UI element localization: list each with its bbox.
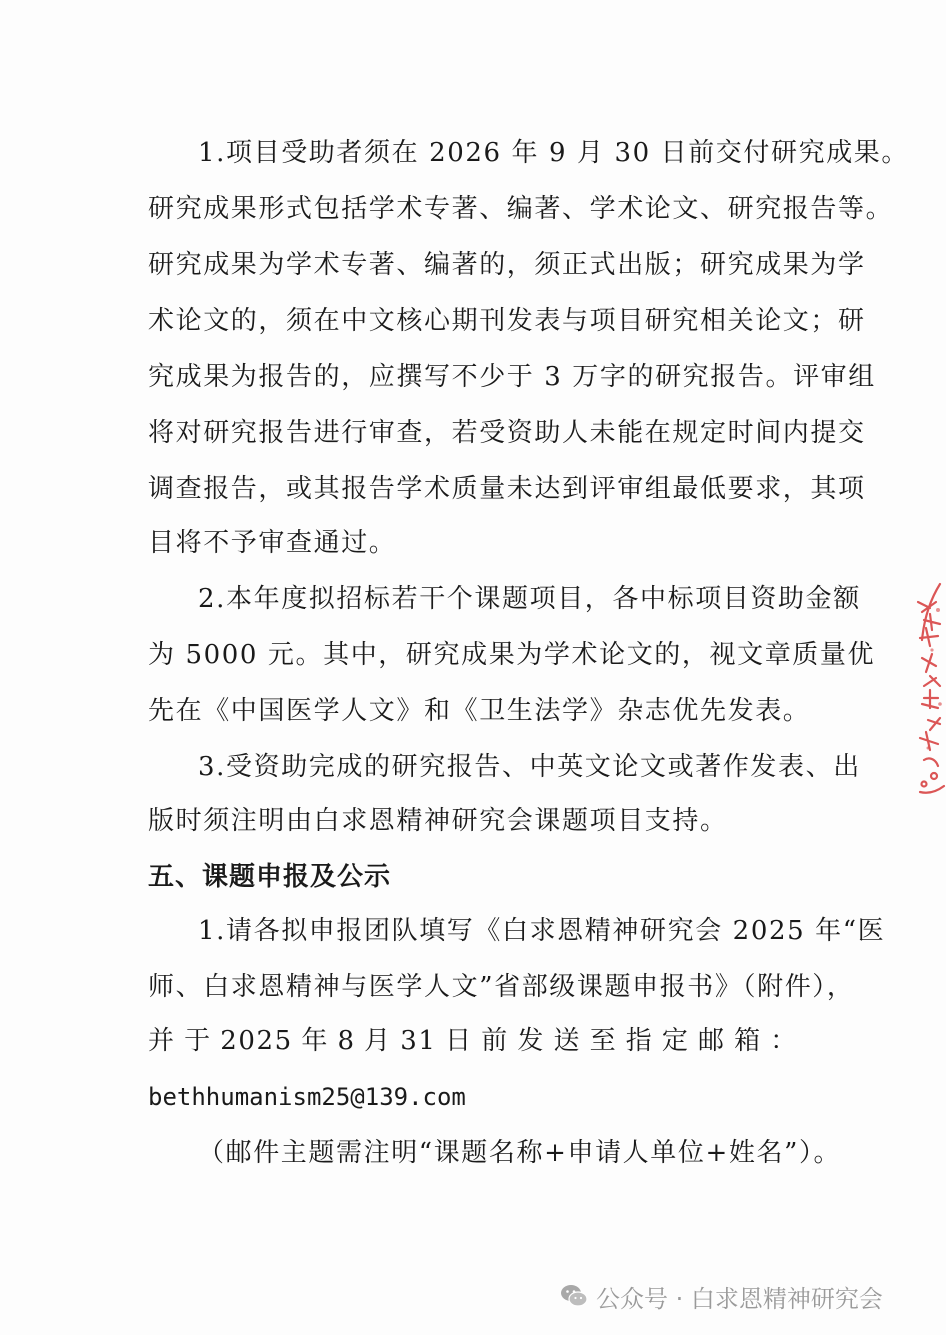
wechat-footer: [560, 1278, 883, 1314]
seal-stamp-fragment: [910, 580, 946, 800]
p4-word: 年: [301, 1026, 329, 1056]
p1-line-5: 究成果为报告的，应撰写不少于 3 万字的研究报告。评审组: [148, 362, 876, 392]
p1-line-6: 将对研究报告进行审查，若受资助人未能在规定时间内提交: [148, 418, 866, 448]
footer-label: 公众号 · 白求恩精神研究会: [596, 1284, 883, 1313]
p3-line-1: 3.受资助完成的研究报告、中英文论文或著作发表、出: [198, 752, 861, 782]
stamp-icon: [910, 580, 946, 800]
section-heading: 五、课题申报及公示: [148, 862, 392, 892]
email-address: bethhumanism25@139.com: [148, 1083, 466, 1111]
p4-line-5: （邮件主题需注明“课题名称+申请人单位+姓名”）。: [198, 1138, 842, 1168]
p4-word: 并: [148, 1026, 176, 1056]
p4-word: ：: [770, 1026, 798, 1056]
p4-word: 8: [337, 1026, 356, 1056]
p1-line-8: 目将不予审查通过。: [148, 528, 397, 558]
p4-word: 指: [625, 1026, 654, 1056]
p4-word: 至: [589, 1026, 618, 1056]
p4-word: 月: [364, 1026, 392, 1056]
p4-word: 日: [445, 1026, 473, 1056]
p4-line-2: 师、白求恩精神与医学人文”省部级课题申报书》（附件），: [148, 972, 855, 1002]
p2-line-1: 2.本年度拟招标若干个课题项目，各中标项目资助金额: [198, 584, 861, 614]
p4-word: 31: [400, 1026, 437, 1056]
p1-line-4: 术论文的，须在中文核心期刊发表与项目研究相关论文；研: [148, 306, 866, 336]
p1-line-7: 调查报告，或其报告学术质量未达到评审组最低要求，其项: [148, 474, 866, 504]
p4-word: 邮: [697, 1026, 726, 1056]
p4-line-1: 1.请各拟申报团队填写《白求恩精神研究会 2025 年“医: [198, 916, 886, 946]
p4-word: 前: [481, 1026, 509, 1056]
p1-line-2: 研究成果形式包括学术专著、编著、学术论文、研究报告等。: [148, 194, 894, 224]
p3-line-2: 版时须注明由白求恩精神研究会课题项目支持。: [148, 806, 728, 836]
wechat-icon: [560, 1283, 588, 1309]
p2-line-2: 为 5000 元。其中，研究成果为学术论文的，视文章质量优: [148, 640, 876, 670]
p4-word: 箱: [734, 1026, 762, 1056]
p4-word: 于: [184, 1026, 212, 1056]
p4-word: 定: [661, 1026, 690, 1056]
p1-line-1: 1.项目受助者须在 2026 年 9 月 30 日前交付研究成果。: [198, 138, 909, 168]
p4-word: 送: [553, 1026, 582, 1056]
p4-line-3: [148, 1024, 798, 1058]
p2-line-3: 先在《中国医学人文》和《卫生法学》杂志优先发表。: [148, 696, 811, 726]
p1-line-3: 研究成果为学术专著、编著的，须正式出版；研究成果为学: [148, 250, 866, 280]
p4-word: 2025: [220, 1026, 293, 1056]
p4-word: 发: [517, 1026, 545, 1056]
